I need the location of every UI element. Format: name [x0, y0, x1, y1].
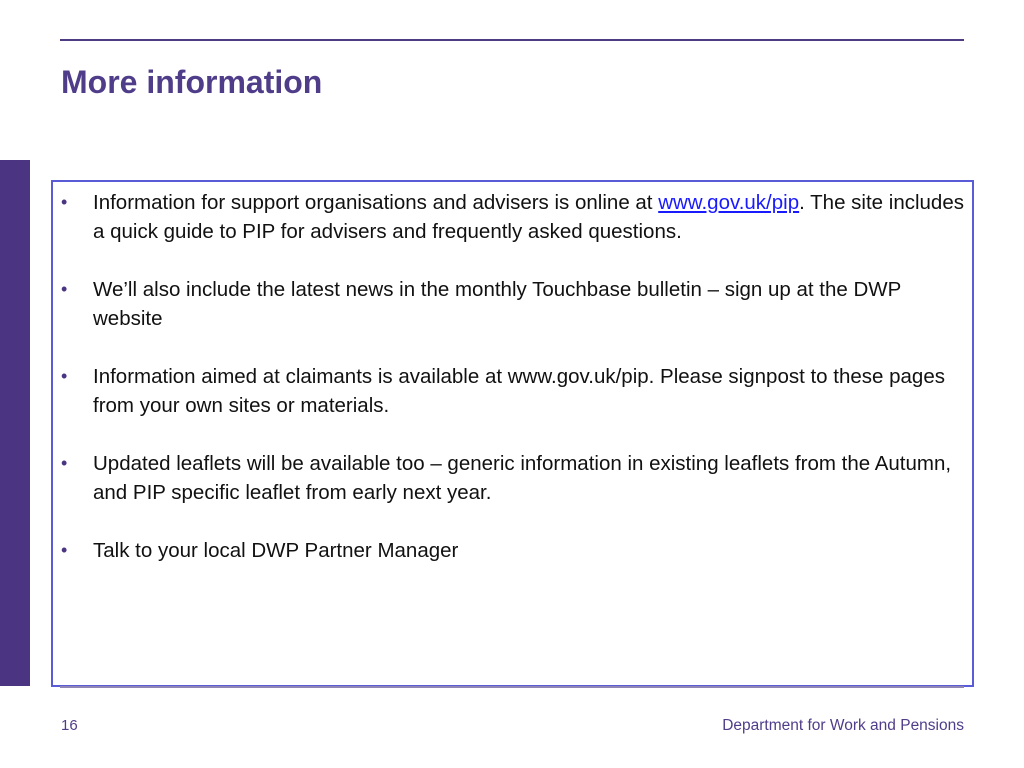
- bullet-text: Talk to your local DWP Partner Manager: [93, 539, 459, 562]
- side-accent-bar: [0, 160, 30, 686]
- bullet-item-claimants: [61, 362, 969, 420]
- slide-title: More information: [61, 64, 323, 100]
- content-box: [51, 180, 974, 687]
- bullet-list: [61, 188, 969, 594]
- bullet-text: We’ll also include the latest news in the monthly Touchbase bulletin – sign up at the DWP website: [93, 278, 901, 330]
- footer-department: Department for Work and Pensions: [722, 717, 964, 734]
- page-number: 16: [61, 717, 78, 734]
- bullet-text: Information for support organisations and advisers is online at: [93, 191, 659, 214]
- bullet-item-advisers: [61, 188, 969, 246]
- bullet-dot-icon: •: [61, 192, 68, 212]
- bullet-item-partner-manager: [61, 536, 969, 565]
- bottom-divider: [60, 686, 964, 688]
- bullet-item-touchbase: [61, 275, 969, 333]
- gov-uk-pip-link[interactable]: www.gov.uk/pip: [658, 191, 800, 214]
- bullet-dot-icon: •: [61, 279, 68, 299]
- bullet-item-leaflets: [61, 449, 969, 507]
- bullet-text: Updated leaflets will be available too – generic information in existing leaflets from the Autumn, and PIP specific leaflet from early next year.: [93, 452, 952, 504]
- top-divider: [60, 39, 964, 41]
- bullet-dot-icon: •: [61, 366, 68, 386]
- bullet-dot-icon: •: [61, 540, 68, 560]
- bullet-text: Information aimed at claimants is available at www.gov.uk/pip. Please signpost to these pages from your own sites or materials.: [93, 365, 945, 417]
- bullet-dot-icon: •: [61, 453, 68, 473]
- bullet-text: . The site includes a quick guide to PIP for advisers and frequently asked questions.: [93, 191, 964, 243]
